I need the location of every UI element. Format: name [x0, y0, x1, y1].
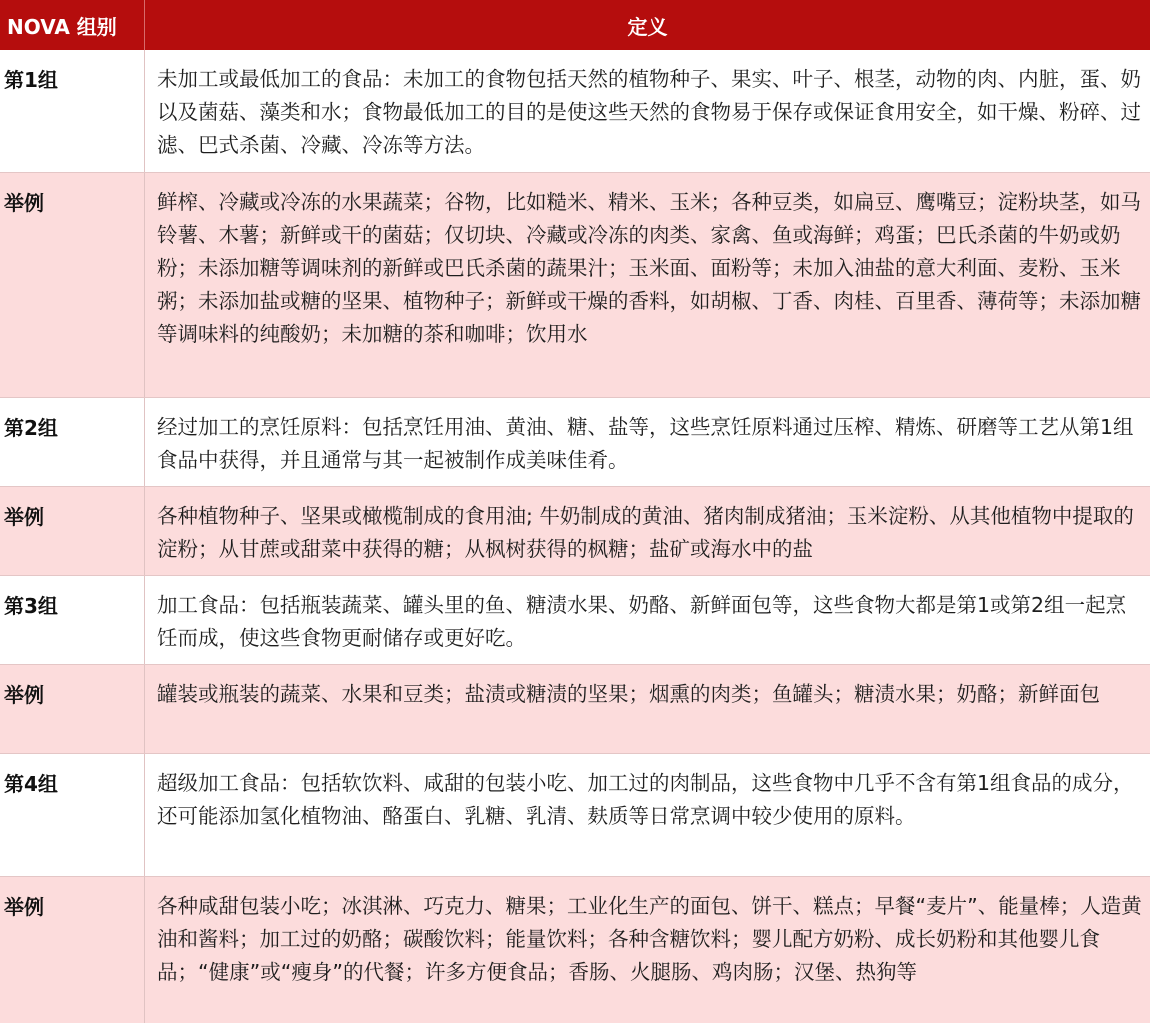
table-row-group-3: [0, 576, 1150, 665]
group-cell: 第4组: [0, 754, 145, 876]
table-row-example-3: [0, 665, 1150, 754]
definition-cell: 鲜榨、冷藏或冷冻的水果蔬菜；谷物，比如糙米、精米、玉米；各种豆类，如扁豆、鹰嘴豆；淀粉块茎，如马铃薯、木薯；新鲜或干的菌菇；仅切块、冷藏或冷冻的肉类、家禽、鱼或海鲜；鸡蛋；巴氏杀菌的牛奶或奶粉；未添加糖等调味剂的新鲜或巴氏杀菌的蔬果汁；玉米面、面粉等；未加入油盐的意大利面、麦粉、玉米粥；未添加盐或糖的坚果、植物种子；新鲜或干燥的香料，如胡椒、丁香、肉桂、百里香、薄荷等；未添加糖等调味料的纯酸奶；未加糖的茶和咖啡；饮用水: [157, 190, 1141, 346]
group-cell: 第1组: [0, 50, 145, 172]
table-row-group-2: [0, 398, 1150, 487]
table-row-example-4: [0, 877, 1150, 1023]
table-row-group-1: [0, 50, 1150, 173]
group-cell: 举例: [0, 665, 145, 753]
definition-cell: 罐装或瓶装的蔬菜、水果和豆类；盐渍或糖渍的坚果；烟熏的肉类；鱼罐头；糖渍水果；奶酪；新鲜面包: [157, 682, 1100, 706]
group-cell: 举例: [0, 487, 145, 575]
definition-cell: 经过加工的烹饪原料：包括烹饪用油、黄油、糖、盐等，这些烹饪原料通过压榨、精炼、研磨等工艺从第1组食品中获得，并且通常与其一起被制作成美味佳肴。: [157, 415, 1134, 472]
table-row-example-2: [0, 487, 1150, 576]
definition-cell: 超级加工食品：包括软饮料、咸甜的包装小吃、加工过的肉制品，这些食物中几乎不含有第1组食品的成分，还可能添加氢化植物油、酪蛋白、乳糖、乳清、麸质等日常烹调中较少使用的原料。: [157, 771, 1134, 828]
header-definition-label: 定义: [627, 14, 668, 39]
definition-cell: 加工食品：包括瓶装蔬菜、罐头里的鱼、糖渍水果、奶酪、新鲜面包等，这些食物大都是第1或第2组一起烹饪而成，使这些食物更耐储存或更好吃。: [157, 593, 1127, 650]
definition-cell: 各种咸甜包装小吃；冰淇淋、巧克力、糖果；工业化生产的面包、饼干、糕点；早餐“麦片”、能量棒；人造黄油和酱料；加工过的奶酪；碳酸饮料；能量饮料；各种含糖饮料；婴儿配方奶粉、成长奶粉和其他婴儿食品；“健康”或“瘦身”的代餐；许多方便食品；香肠、火腿肠、鸡肉肠；汉堡、热狗等: [157, 894, 1142, 984]
table-row-example-1: [0, 173, 1150, 398]
header-group-label: NOVA 组别: [0, 0, 145, 50]
group-cell: 第3组: [0, 576, 145, 664]
definition-cell: 各种植物种子、坚果或橄榄制成的食用油; 牛奶制成的黄油、猪肉制成猪油；玉米淀粉、从其他植物中提取的淀粉；从甘蔗或甜菜中获得的糖；从枫树获得的枫糖；盐矿或海水中的盐: [157, 504, 1134, 561]
definition-cell: 未加工或最低加工的食品：未加工的食物包括天然的植物种子、果实、叶子、根茎，动物的肉、内脏，蛋、奶以及菌菇、藻类和水；食物最低加工的目的是使这些天然的食物易于保存或保证食用安全，如干燥、粉碎、过滤、巴式杀菌、冷藏、冷冻等方法。: [157, 67, 1141, 157]
group-cell: 第2组: [0, 398, 145, 486]
group-cell: 举例: [0, 173, 145, 397]
table-header: [0, 0, 1150, 50]
group-cell: 举例: [0, 877, 145, 1023]
table-row-group-4: [0, 754, 1150, 877]
